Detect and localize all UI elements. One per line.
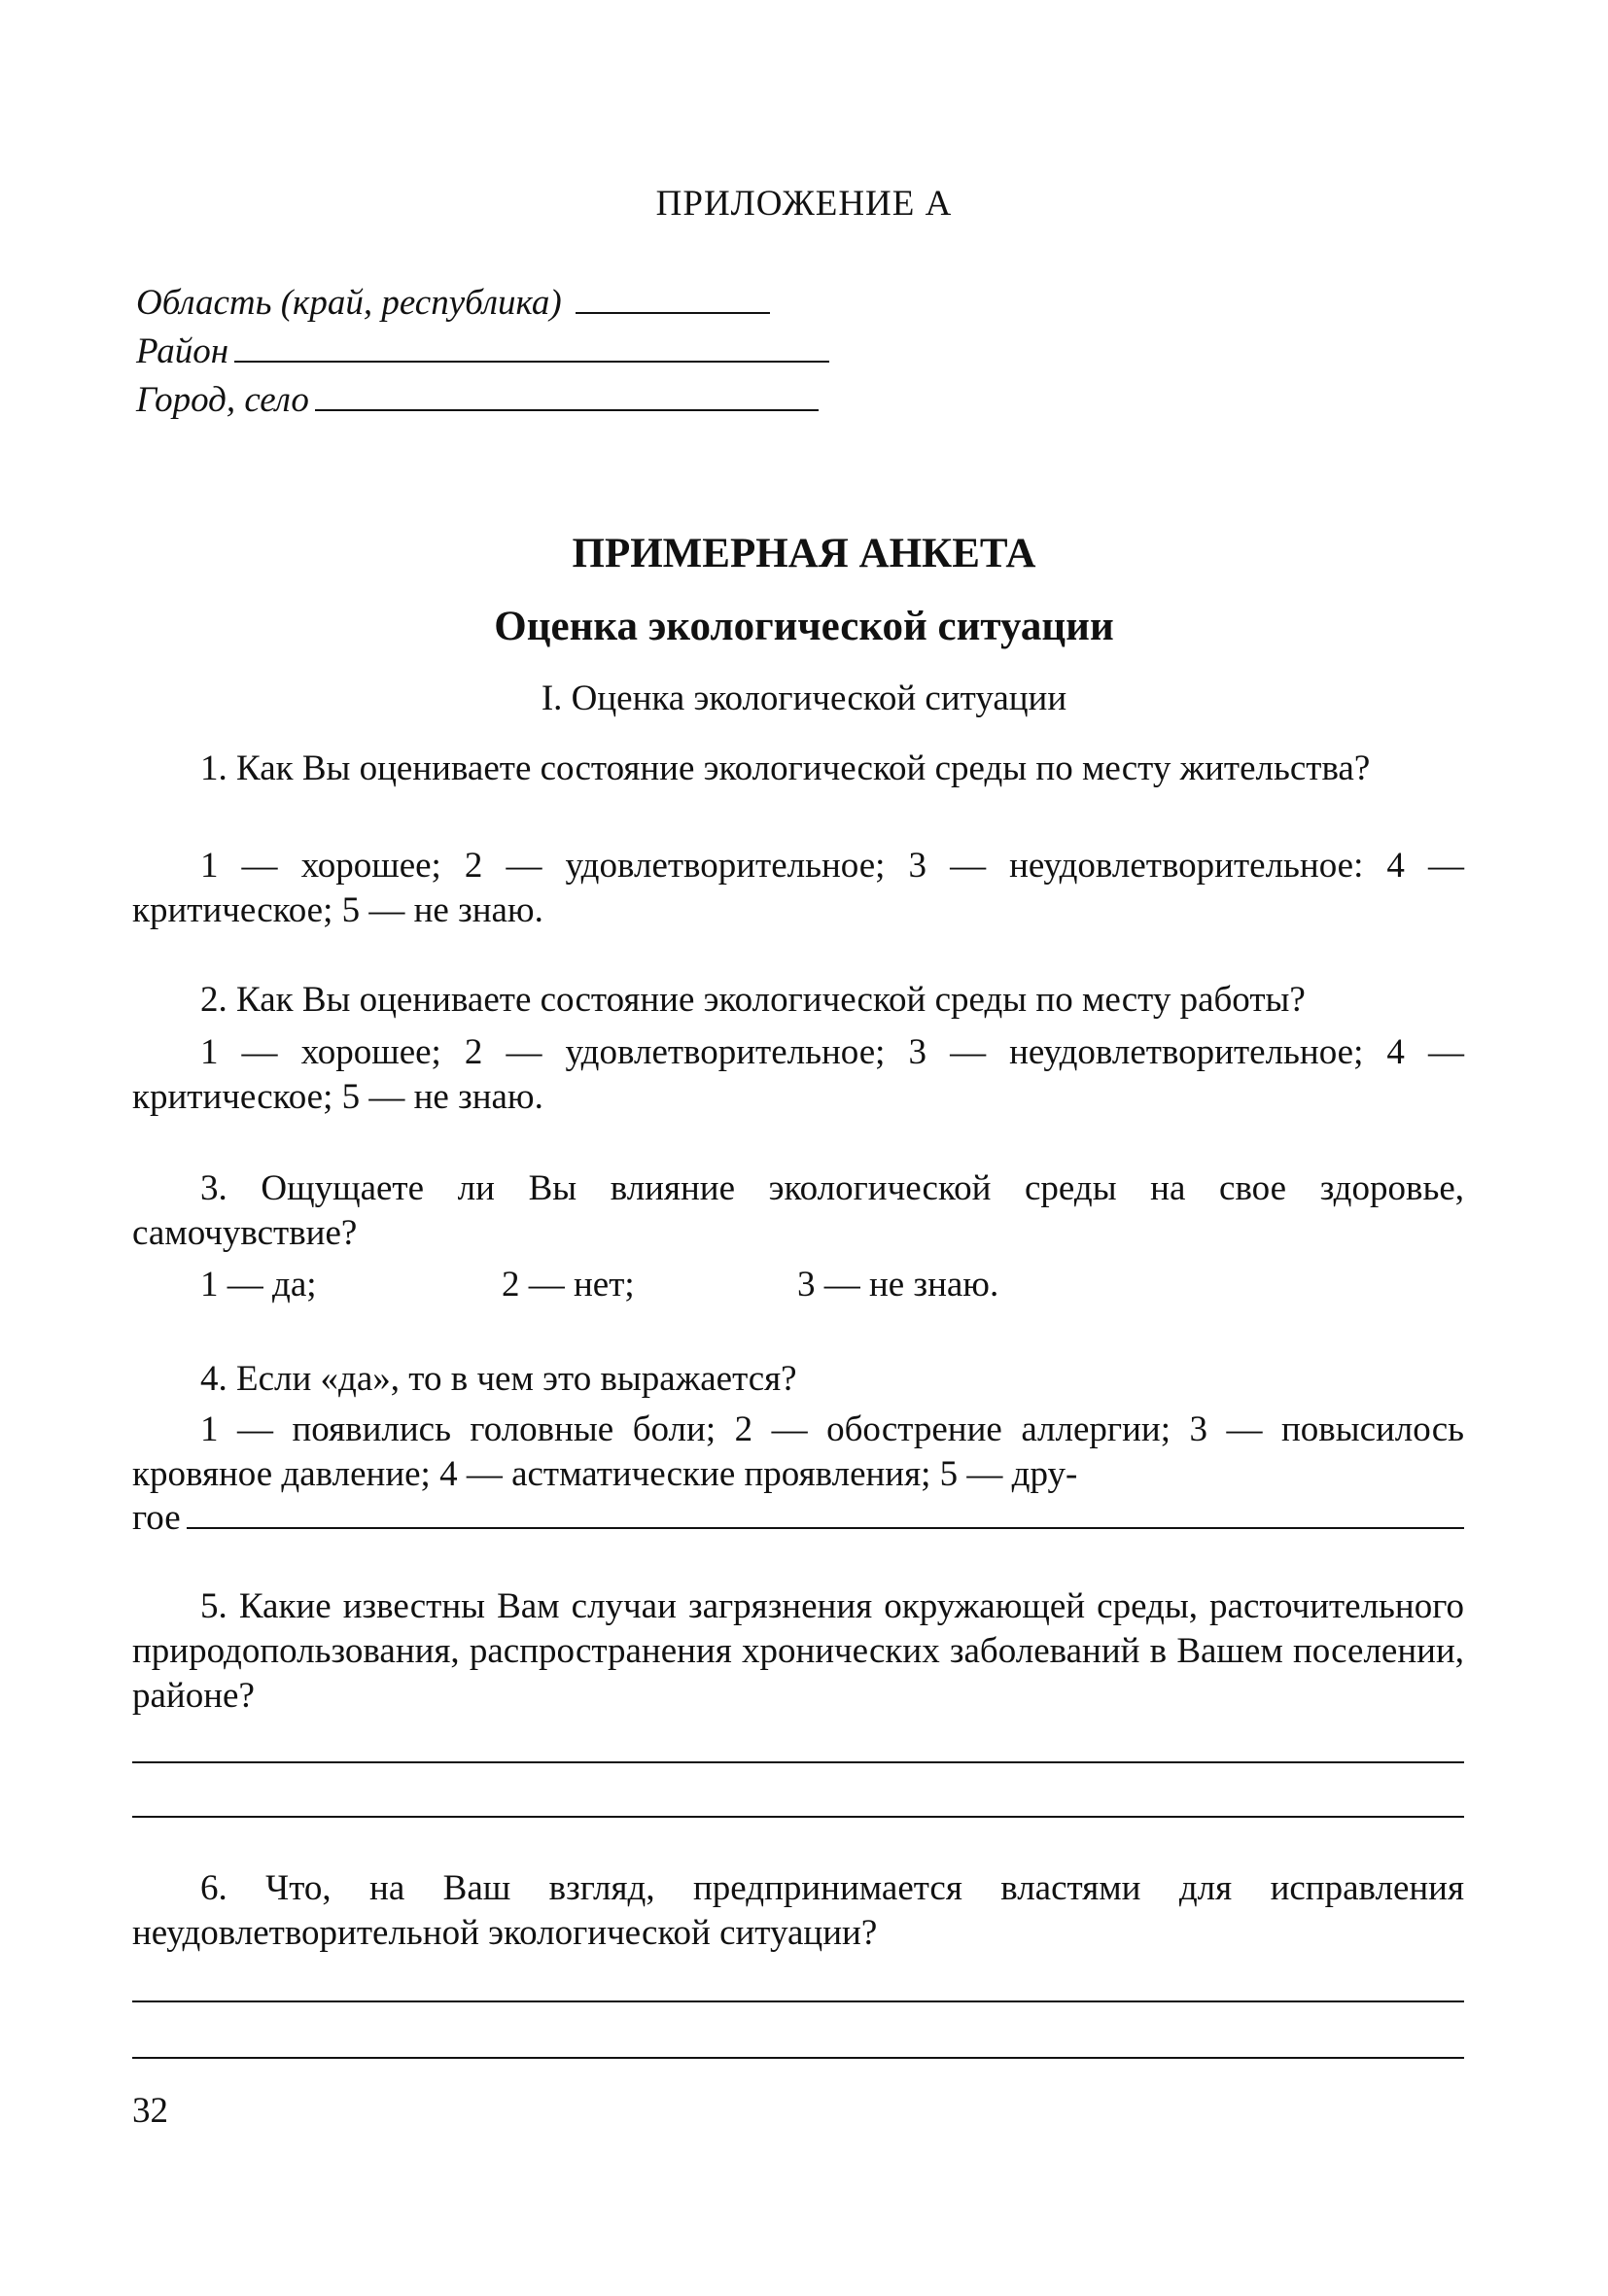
appendix-title: ПРИЛОЖЕНИЕ А: [655, 184, 953, 224]
question-6-answer-line-1[interactable]: [132, 2000, 1464, 2002]
city-field: [136, 379, 819, 421]
question-4-text: 4. Если «да», то в чем это выражается?: [200, 1359, 797, 1399]
district-blank-line[interactable]: [234, 357, 829, 363]
question-3-option-yes[interactable]: 1 — да;: [200, 1265, 317, 1305]
district-field: [136, 330, 829, 372]
section-title: I. Оценка экологической ситуации: [541, 678, 1067, 718]
region-label: Область (край, республика): [136, 283, 562, 323]
region-blank-line[interactable]: [576, 308, 770, 314]
question-3-text: 3. Ощущаете ли Вы влияние экологической среды на свое здоровье, самочувствие?: [132, 1168, 1464, 1253]
question-6-text: 6. Что, на Ваш взгляд, предпринимается властями для исправления неудовлетворительной экологической ситуации?: [132, 1868, 1464, 1953]
questionnaire-subtitle: Оценка экологической ситуации: [494, 604, 1114, 649]
question-4-other-row: [132, 1497, 1464, 1539]
questionnaire-title: ПРИМЕРНАЯ АНКЕТА: [572, 531, 1036, 576]
question-5-text: 5. Какие известны Вам случаи загрязнения окружающей среды, расточительного природопользования, распространения хронических заболеваний в Вашем поселении, районе?: [132, 1586, 1464, 1716]
question-3-option-no[interactable]: 2 — нет;: [502, 1265, 635, 1305]
question-6-answer-line-2[interactable]: [132, 2057, 1464, 2059]
question-5-answer-line-2[interactable]: [132, 1816, 1464, 1818]
city-label: Город, село: [136, 380, 309, 420]
district-label: Район: [136, 331, 229, 371]
question-2-text: 2. Как Вы оцениваете состояние экологической среды по месту работы?: [200, 980, 1306, 1020]
question-2-options: 1 — хорошее; 2 — удовлетворительное; 3 — неудовлетворительное; 4 — критическое; 5 — не знаю.: [132, 1032, 1464, 1117]
question-4-other-label: гое: [132, 1498, 181, 1538]
page-number: 32: [132, 2091, 168, 2131]
question-4-options: 1 — появились головные боли; 2 — обострение аллергии; 3 — повысилось кровяное давление; 4 — астматические проявления; 5 — дру-: [132, 1409, 1464, 1494]
question-1-text: 1. Как Вы оцениваете состояние экологической среды по месту жительства?: [200, 748, 1371, 788]
question-5-answer-line-1[interactable]: [132, 1761, 1464, 1763]
question-3-option-dont-know[interactable]: 3 — не знаю.: [797, 1265, 999, 1305]
question-1-options: 1 — хорошее; 2 — удовлетворительное; 3 — неудовлетворительное: 4 — критическое; 5 — не знаю.: [132, 846, 1464, 930]
city-blank-line[interactable]: [315, 405, 819, 411]
region-field: [136, 282, 770, 324]
question-4-other-blank-line[interactable]: [187, 1523, 1464, 1529]
